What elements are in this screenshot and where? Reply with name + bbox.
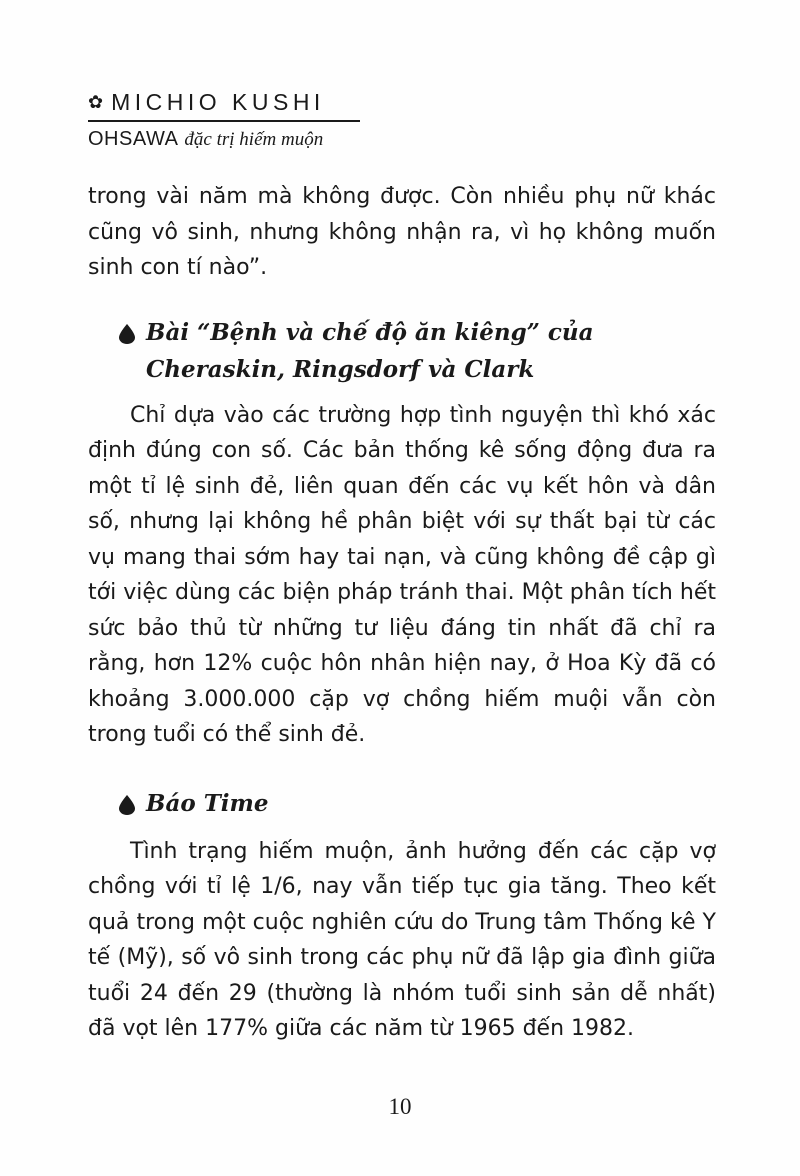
author-name: MICHIO KUSHI [111, 89, 325, 115]
section-heading-text: Bài “Bệnh và chế độ ăn kiêng” của Cheraskin, Ringsdorf và Clark [146, 318, 594, 383]
book-title-italic: đặc trị hiếm muộn [184, 129, 324, 150]
drop-icon [118, 324, 136, 344]
section-heading-text: Báo Time [146, 789, 269, 817]
drop-icon [118, 795, 136, 815]
page-number: 10 [388, 1094, 412, 1119]
section-paragraph: Chỉ dựa vào các trường hợp tình nguyện thì khó xác định đúng con số. Các bản thống kê sống động đưa ra một tỉ lệ sinh đẻ, liên quan đến các vụ kết hôn và dân số, nhưng lại không hề phân biệt với sự thất bại từ các vụ mang thai sớm hay tai nạn, và cũng không đề cập gì tới việc dùng các biện pháp tránh thai. Một phân tích hết sức bảo thủ từ những tư liệu đáng tin nhất đã chỉ ra rằng, hơn 12% cuộc hôn nhân hiện nay, ở Hoa Kỳ đã có khoảng 3.000.000 cặp vợ chồng hiếm muội vẫn còn trong tuổi có thể sinh đẻ. [88, 402, 716, 747]
section-paragraph: Tình trạng hiếm muộn, ảnh hưởng đến các cặp vợ chồng với tỉ lệ 1/6, nay vẫn tiếp tục gia tăng. Theo kết quả trong một cuộc nghiên cứu do Trung tâm Thống kê Y tế (Mỹ), số vô sinh trong các phụ nữ đã lập gia đình giữa tuổi 24 đến 29 (thường là nhóm tuổi sinh sản dễ nhất) đã vọt lên 177% giữa các năm từ 1965 đến 1982. [88, 838, 716, 1041]
book-title [88, 126, 360, 154]
author-line [88, 88, 360, 122]
section-heading [88, 785, 716, 822]
book-title-caps: OHSAWA [88, 128, 179, 150]
flower-icon: ✿ [88, 92, 104, 112]
continued-paragraph: trong vài năm mà không được. Còn nhiều phụ nữ khác cũng vô sinh, nhưng không nhận ra, vì họ không muốn sinh con tí nào”. [88, 184, 716, 280]
section-heading [88, 314, 716, 388]
running-header [88, 88, 360, 154]
page-body [88, 179, 716, 1047]
